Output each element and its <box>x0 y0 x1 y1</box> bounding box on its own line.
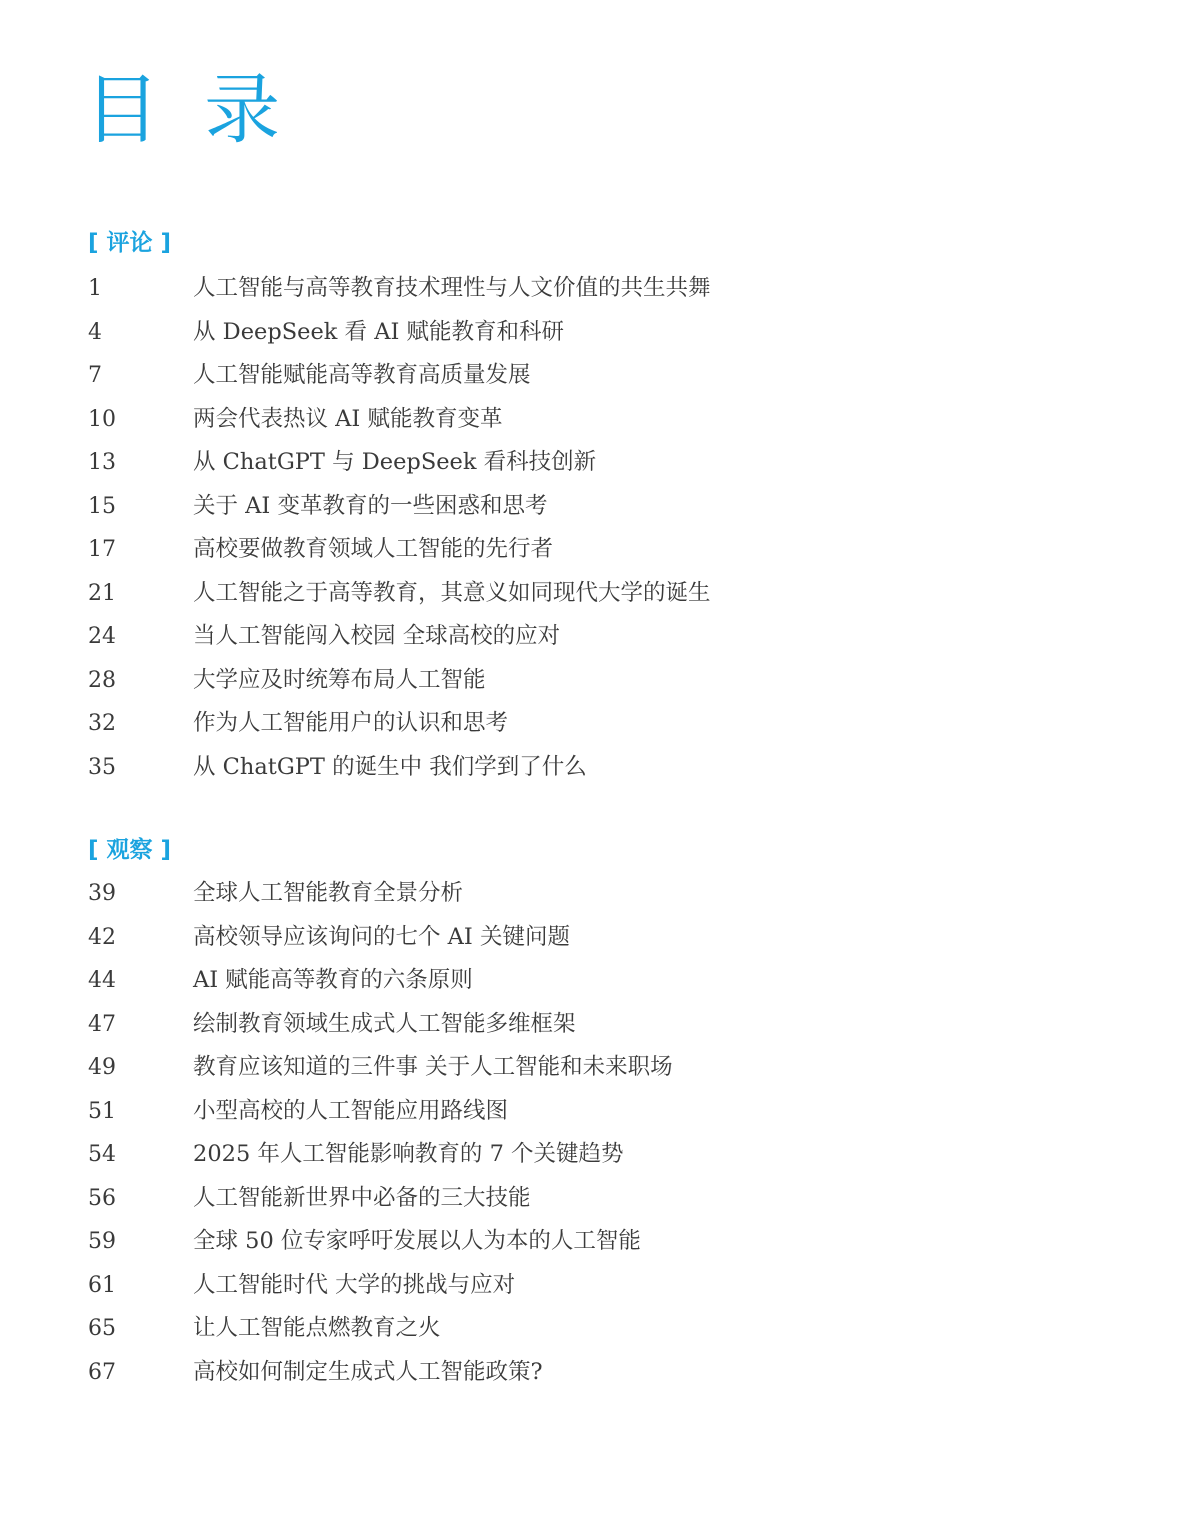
toc-entry[interactable] <box>0 1351 1000 1395</box>
entry-title: 当人工智能闯入校园 全球高校的应对 <box>193 623 561 649</box>
entry-page-number: 13 <box>88 450 116 475</box>
entry-title: 2025 年人工智能影响教育的 7 个关键趋势 <box>193 1141 624 1167</box>
toc-entry[interactable] <box>0 311 1000 355</box>
entry-page-number: 24 <box>88 624 116 649</box>
toc-entry[interactable] <box>0 267 1000 311</box>
entry-title: 人工智能赋能高等教育高质量发展 <box>193 362 531 388</box>
entry-page-number: 15 <box>88 493 116 519</box>
toc-entry[interactable] <box>0 872 1000 916</box>
entry-page-number: 56 <box>88 1185 116 1211</box>
toc-entry[interactable] <box>0 485 1000 529</box>
toc-entry[interactable] <box>0 1264 1000 1308</box>
toc-entry[interactable] <box>0 1307 1000 1351</box>
toc-entry[interactable] <box>0 1133 1000 1177</box>
entry-page-number: 67 <box>88 1359 116 1385</box>
toc-entry[interactable] <box>0 398 1000 442</box>
toc-entry[interactable] <box>0 615 1000 659</box>
entry-title: 大学应及时统筹布局人工智能 <box>193 666 486 693</box>
entry-page-number: 42 <box>88 924 116 950</box>
commentary-entry-list <box>0 267 1000 789</box>
entry-page-number: 32 <box>88 711 116 736</box>
entry-page-number: 61 <box>88 1272 116 1298</box>
entry-title: 全球 50 位专家呼吁发展以人为本的人工智能 <box>193 1228 641 1254</box>
entry-page-number: 54 <box>88 1142 116 1167</box>
entry-title: 人工智能与高等教育技术理性与人文价值的共生共舞 <box>193 275 711 301</box>
section-heading-commentary: [ 评论 ] <box>88 230 172 256</box>
entry-page-number: 28 <box>88 667 116 693</box>
entry-title: 两会代表热议 AI 赋能教育变革 <box>193 405 503 432</box>
page-title: 目 录 <box>84 65 291 154</box>
entry-page-number: 7 <box>88 363 102 388</box>
toc-entry[interactable] <box>0 1003 1000 1047</box>
entry-title: 高校要做教育领域人工智能的先行者 <box>193 536 554 562</box>
toc-entry[interactable] <box>0 702 1000 746</box>
entry-page-number: 4 <box>88 319 102 345</box>
entry-title: 人工智能时代 大学的挑战与应对 <box>193 1271 516 1298</box>
entry-title: 作为人工智能用户的认识和思考 <box>193 710 509 736</box>
entry-title: 让人工智能点燃教育之火 <box>193 1315 441 1341</box>
entry-page-number: 47 <box>88 1011 116 1037</box>
entry-title: 高校如何制定生成式人工智能政策? <box>193 1358 543 1385</box>
toc-entry[interactable] <box>0 959 1000 1003</box>
toc-entry[interactable] <box>0 746 1000 790</box>
entry-page-number: 21 <box>88 580 116 606</box>
toc-entry[interactable] <box>0 1177 1000 1221</box>
entry-title: 小型高校的人工智能应用路线图 <box>193 1097 509 1124</box>
entry-page-number: 1 <box>88 276 102 301</box>
toc-entry[interactable] <box>0 354 1000 398</box>
toc-entry[interactable] <box>0 528 1000 572</box>
entry-page-number: 49 <box>88 1055 116 1080</box>
entry-page-number: 51 <box>88 1098 116 1124</box>
entry-title: 关于 AI 变革教育的一些困惑和思考 <box>193 492 548 519</box>
entry-title: AI 赋能高等教育的六条原则 <box>193 967 473 993</box>
entry-page-number: 65 <box>88 1316 116 1341</box>
toc-entry[interactable] <box>0 659 1000 703</box>
entry-page-number: 17 <box>88 537 116 562</box>
toc-entry[interactable] <box>0 1220 1000 1264</box>
toc-entry[interactable] <box>0 1046 1000 1090</box>
toc-entry[interactable] <box>0 572 1000 616</box>
toc-entry[interactable] <box>0 1090 1000 1134</box>
entry-page-number: 35 <box>88 754 116 780</box>
entry-title: 从 ChatGPT 与 DeepSeek 看科技创新 <box>193 449 597 475</box>
section-heading-observation: [ 观察 ] <box>88 837 172 863</box>
entry-title: 从 DeepSeek 看 AI 赋能教育和科研 <box>193 318 564 345</box>
toc-entry[interactable] <box>0 916 1000 960</box>
entry-title: 人工智能新世界中必备的三大技能 <box>193 1184 531 1211</box>
entry-title: 从 ChatGPT 的诞生中 我们学到了什么 <box>193 753 587 780</box>
observation-entry-list <box>0 872 1000 1394</box>
entry-page-number: 10 <box>88 406 116 432</box>
entry-page-number: 44 <box>88 968 116 993</box>
entry-title: 绘制教育领域生成式人工智能多维框架 <box>193 1010 576 1037</box>
entry-title: 人工智能之于高等教育，其意义如同现代大学的诞生 <box>193 579 711 606</box>
entry-title: 高校领导应该询问的七个 AI 关键问题 <box>193 923 570 950</box>
entry-page-number: 39 <box>88 881 116 906</box>
entry-page-number: 59 <box>88 1229 116 1254</box>
entry-title: 全球人工智能教育全景分析 <box>193 880 464 906</box>
toc-entry[interactable] <box>0 441 1000 485</box>
entry-title: 教育应该知道的三件事 关于人工智能和未来职场 <box>193 1054 673 1080</box>
